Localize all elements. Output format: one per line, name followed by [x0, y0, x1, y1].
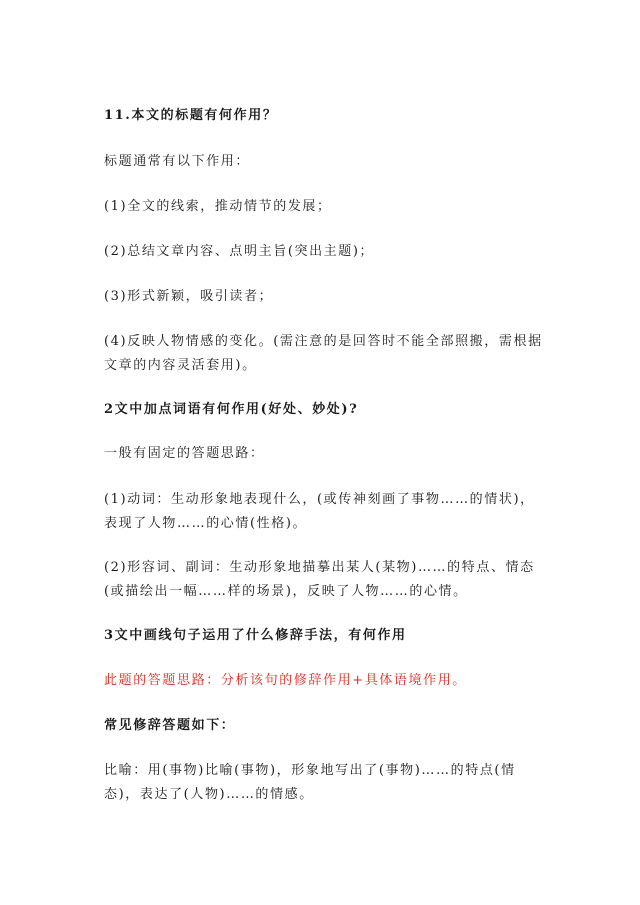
question-11-item-3: (3)形式新颖，吸引读者； — [104, 289, 274, 304]
metaphor-item: 比喻：用(事物)比喻(事物)，形象地写出了(事物)……的特点(情态)，表达了(人物)……的情感。 — [104, 763, 516, 802]
question-2-intro: 一般有固定的答题思路： — [104, 446, 265, 461]
question-2-item-1: (1)动词：生动形象地表现什么，(或传神刻画了事物……的情状)，表现了人物……的心情(性格)。 — [104, 492, 535, 531]
question-11-item-4: (4)反映人物情感的变化。(需注意的是回答时不能全部照搬，需根据文章的内容灵活套用)。 — [104, 334, 543, 373]
question-2-heading: 2文中加点词语有何作用(好处、妙处)? — [104, 402, 359, 417]
question-11-item-2: (2)总结文章内容、点明主旨(突出主题)； — [104, 244, 375, 259]
question-2-item-2: (2)形容词、副词：生动形象地描摹出某人(某物)……的特点、情态(或描绘出一幅……样的场景)，反映了人物……的心情。 — [104, 560, 535, 599]
question-11-item-1: (1)全文的线索，推动情节的发展； — [104, 199, 332, 214]
question-3-hint: 此题的答题思路：分析该句的修辞作用+具体语境作用。 — [104, 673, 467, 688]
question-11-intro: 标题通常有以下作用： — [104, 154, 251, 169]
common-rhetoric-heading: 常见修辞答题如下： — [104, 718, 236, 733]
question-11-heading: 11.本文的标题有何作用？ — [104, 108, 278, 123]
question-3-heading: 3文中画线句子运用了什么修辞手法，有何作用 — [104, 628, 407, 643]
